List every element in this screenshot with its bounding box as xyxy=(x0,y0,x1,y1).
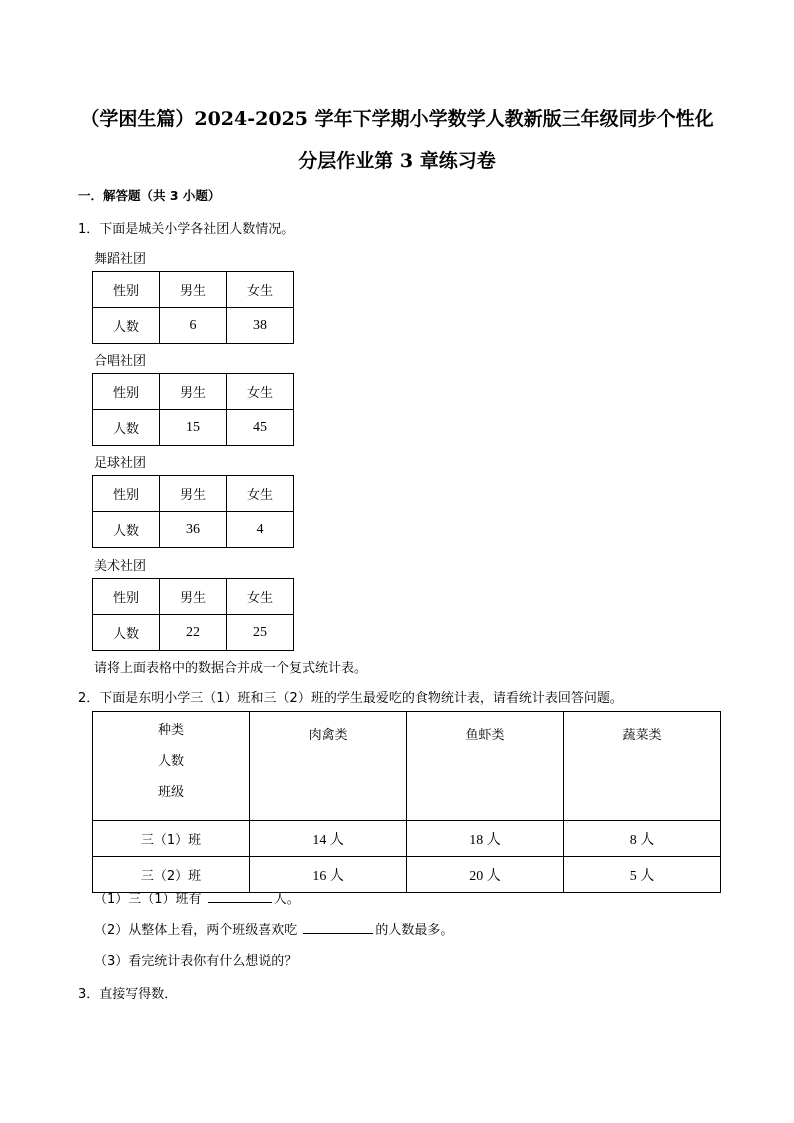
club-table-dance xyxy=(92,271,294,344)
club-title-dance: 舞蹈社团 xyxy=(94,252,147,267)
club-table-football xyxy=(92,475,294,548)
answer-blank-2[interactable] xyxy=(303,921,373,934)
header-cell-girls: 女生 xyxy=(227,476,294,512)
value-cell: 8 人 xyxy=(564,821,721,857)
corner-label-count: 人数 xyxy=(158,754,185,769)
header-cell-boys: 男生 xyxy=(160,272,227,308)
value-cell: 16 人 xyxy=(250,857,407,893)
row-label-count: 人数 xyxy=(93,410,160,446)
value-cell: 14 人 xyxy=(250,821,407,857)
cell-boys-count: 15 xyxy=(160,410,227,446)
club-title-choir: 合唱社团 xyxy=(94,354,147,369)
corner-header-cell xyxy=(93,712,250,821)
club-table-art xyxy=(92,578,294,651)
question-2-part-1 xyxy=(94,888,300,907)
section-heading: 一．解答题（共 3 小题） xyxy=(78,188,221,203)
header-cell-girls: 女生 xyxy=(227,272,294,308)
row-label-count: 人数 xyxy=(93,512,160,548)
question-2-part-2 xyxy=(94,919,453,938)
table-row xyxy=(93,821,721,857)
question-2-part-3: （3）看完统计表你有什么想说的？ xyxy=(94,954,298,969)
header-cell-girls: 女生 xyxy=(227,374,294,410)
corner-label-category: 种类 xyxy=(158,723,185,738)
part-2-suffix: 的人数最多。 xyxy=(375,923,454,938)
part-1-prefix: （1）三（1）班有 xyxy=(94,892,202,907)
value-cell: 20 人 xyxy=(407,857,564,893)
document-title-line-1: （学困生篇）2024-2025 学年下学期小学数学人教新版三年级同步个性化 xyxy=(80,108,714,130)
answer-blank-1[interactable] xyxy=(208,890,272,903)
value-cell: 18 人 xyxy=(407,821,564,857)
part-2-prefix: （2）从整体上看，两个班级喜欢吃 xyxy=(94,923,298,938)
club-title-art: 美术社团 xyxy=(94,559,147,574)
cell-girls-count: 4 xyxy=(227,512,294,548)
category-header-seafood: 鱼虾类 xyxy=(407,712,564,821)
cell-boys-count: 36 xyxy=(160,512,227,548)
cell-boys-count: 6 xyxy=(160,308,227,344)
row-label-count: 人数 xyxy=(93,615,160,651)
club-table-choir xyxy=(92,373,294,446)
question-1-instruction: 请将上面表格中的数据合并成一个复式统计表。 xyxy=(94,661,368,676)
row-label-count: 人数 xyxy=(93,308,160,344)
header-cell-gender: 性别 xyxy=(93,579,160,615)
cell-girls-count: 25 xyxy=(227,615,294,651)
question-1-text: 1．下面是城关小学各社团人数情况。 xyxy=(78,222,295,237)
cell-girls-count: 45 xyxy=(227,410,294,446)
header-cell-gender: 性别 xyxy=(93,374,160,410)
part-1-suffix: 人。 xyxy=(273,892,300,907)
header-cell-girls: 女生 xyxy=(227,579,294,615)
class-label: 三（1）班 xyxy=(93,821,250,857)
food-stats-table xyxy=(92,711,721,893)
header-cell-boys: 男生 xyxy=(160,579,227,615)
document-title-line-2: 分层作业第 3 章练习卷 xyxy=(298,150,496,172)
question-2-text: 2．下面是东明小学三（1）班和三（2）班的学生最爱吃的食物统计表，请看统计表回答问题。 xyxy=(78,691,623,706)
question-3-text: 3．直接写得数． xyxy=(78,987,178,1002)
category-header-meat: 肉禽类 xyxy=(250,712,407,821)
category-header-vegetable: 蔬菜类 xyxy=(564,712,721,821)
cell-girls-count: 38 xyxy=(227,308,294,344)
header-cell-boys: 男生 xyxy=(160,374,227,410)
class-label: 三（2）班 xyxy=(93,857,250,893)
corner-label-class: 班级 xyxy=(158,785,185,800)
header-cell-gender: 性别 xyxy=(93,272,160,308)
club-title-football: 足球社团 xyxy=(94,456,147,471)
value-cell: 5 人 xyxy=(564,857,721,893)
header-cell-gender: 性别 xyxy=(93,476,160,512)
header-cell-boys: 男生 xyxy=(160,476,227,512)
cell-boys-count: 22 xyxy=(160,615,227,651)
